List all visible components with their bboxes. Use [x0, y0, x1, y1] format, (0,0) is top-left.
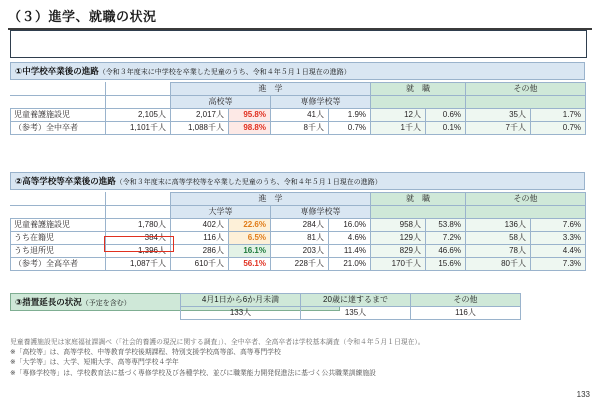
- col-shushoku-sub: [371, 206, 466, 219]
- cell-pct-highlight: 56.1%: [229, 258, 271, 271]
- page-title: （３）進学、就職の状況: [8, 9, 157, 24]
- row-total: 2,105人: [106, 109, 171, 122]
- cell-pct-highlight: 98.8%: [229, 122, 271, 135]
- cell: 958人: [371, 219, 426, 232]
- cell: 1.7%: [531, 109, 586, 122]
- cell: 1千人: [371, 122, 426, 135]
- cell: 7.3%: [531, 258, 586, 271]
- footnote-0: 児童養護施設児は家庭福祉課調べ（「社会的養護の現況に関する調査」）、全中卒者、全高卒者は学校基本調査（令和４年５月１日現在）。: [10, 339, 425, 346]
- cell: 15.6%: [426, 258, 466, 271]
- value-other: 116人: [411, 307, 521, 320]
- col-shushoku-sub: [371, 96, 466, 109]
- cell: 3.3%: [531, 232, 586, 245]
- table-row: [181, 307, 521, 320]
- table-subheader-row: [11, 96, 586, 109]
- cell-pct-highlight: 6.5%: [229, 232, 271, 245]
- section2-heading-text: ②高等学校等卒業後の進路: [15, 176, 116, 186]
- corner-blank: [11, 193, 106, 206]
- cell: 829人: [371, 245, 426, 258]
- cell: 7.6%: [531, 219, 586, 232]
- col-koukou: 高校等: [171, 96, 271, 109]
- row-total: 1,780人: [106, 219, 171, 232]
- row-label-all-graduates: （参考）全高卒者: [11, 258, 106, 271]
- cell: 4.6%: [329, 232, 371, 245]
- cell: 0.6%: [426, 109, 466, 122]
- cell: 41人: [271, 109, 329, 122]
- col-group-shingaku: 進 学: [171, 83, 371, 96]
- cell: 116人: [171, 232, 229, 245]
- cell: 286人: [171, 245, 229, 258]
- cell: 7.2%: [426, 232, 466, 245]
- col-group-other: その他: [466, 193, 586, 206]
- cell: 46.6%: [426, 245, 466, 258]
- row-label-zaisekiji: うち在籍児: [11, 232, 106, 245]
- col-group-shingaku: 進 学: [171, 193, 371, 206]
- col-senshu: 専修学校等: [271, 96, 371, 109]
- corner-blank-4: [106, 206, 171, 219]
- page-title-block: [8, 6, 592, 30]
- row-total: 1,101千人: [106, 122, 171, 135]
- cell: 1,088千人: [171, 122, 229, 135]
- section1-heading-note: （令和３年度末に中学校を卒業した児童のうち、令和４年５月１日現在の進路）: [98, 69, 351, 76]
- table-row: [11, 122, 586, 135]
- cell: 16.0%: [329, 219, 371, 232]
- cell: 610千人: [171, 258, 229, 271]
- table-row: [11, 219, 586, 232]
- corner-blank-4: [106, 96, 171, 109]
- cell-pct-highlight: 95.8%: [229, 109, 271, 122]
- cell: 21.0%: [329, 258, 371, 271]
- section2-heading-note: （令和３年度末に高等学校等を卒業した児童のうち、令和４年５月１日現在の進路）: [115, 179, 382, 186]
- cell: 35人: [466, 109, 531, 122]
- row-total: 1,396人: [106, 245, 171, 258]
- cell-pct-highlight: 22.6%: [229, 219, 271, 232]
- col-until-age-20: 20歳に達するまで: [301, 294, 411, 307]
- value-until-age-20: 135人: [301, 307, 411, 320]
- col-group-other: その他: [466, 83, 586, 96]
- cell: 203人: [271, 245, 329, 258]
- row-label-all-graduates: （参考）全中卒者: [11, 122, 106, 135]
- cell: 8千人: [271, 122, 329, 135]
- cell: 0.1%: [426, 122, 466, 135]
- table-junior-high-path: [10, 82, 586, 135]
- cell: 12人: [371, 109, 426, 122]
- page-number: 133: [576, 390, 590, 399]
- section1-heading-text: ①中学校卒業後の進路: [15, 66, 99, 76]
- corner-blank-2: [106, 83, 171, 96]
- cell: 80千人: [466, 258, 531, 271]
- cell-pct-highlight: 16.1%: [229, 245, 271, 258]
- cell: 11.4%: [329, 245, 371, 258]
- cell: 136人: [466, 219, 531, 232]
- table-row: [11, 232, 586, 245]
- section3-heading-note: （予定を含む）: [81, 300, 131, 307]
- row-label-taishoji: うち退所児: [11, 245, 106, 258]
- cell: 53.8%: [426, 219, 466, 232]
- empty-note-box: [10, 30, 587, 58]
- col-senshu: 専修学校等: [271, 206, 371, 219]
- cell: 0.7%: [329, 122, 371, 135]
- section3-heading-text: ③措置延長の状況: [15, 297, 82, 307]
- cell: 170千人: [371, 258, 426, 271]
- cell: 58人: [466, 232, 531, 245]
- cell: 129人: [371, 232, 426, 245]
- col-other-sub: [466, 96, 586, 109]
- cell: 1.9%: [329, 109, 371, 122]
- cell: 284人: [271, 219, 329, 232]
- cell: 81人: [271, 232, 329, 245]
- table-header-row: [11, 83, 586, 96]
- footnote-1: ※「高校等」は、高等学校、中等教育学校後期課程、特別支援学校高等部、高等専門学校: [10, 349, 281, 357]
- table-header-row: [181, 294, 521, 307]
- cell: 402人: [171, 219, 229, 232]
- footnote-3: ※「専修学校等」は、学校教育法に基づく専修学校及び各種学校、並びに職業能力開発促進法に基づく公共職業訓練施設: [10, 369, 376, 377]
- col-other: その他: [411, 294, 521, 307]
- corner-blank: [11, 83, 106, 96]
- table-subheader-row: [11, 206, 586, 219]
- table-row: [11, 258, 586, 271]
- row-label-jidou-yougo: 児童養護施設児: [11, 109, 106, 122]
- cell: 0.7%: [531, 122, 586, 135]
- col-daigaku: 大学等: [171, 206, 271, 219]
- col-other-sub: [466, 206, 586, 219]
- corner-blank-2: [106, 193, 171, 206]
- row-total-highlighted: 384人: [106, 232, 171, 245]
- footnotes: [10, 338, 590, 379]
- cell: 78人: [466, 245, 531, 258]
- footnote-2: ※「大学等」は、大学、短期大学、高等専門学校４学年: [10, 359, 179, 367]
- col-under-6-months: 4月1日から6か月未満: [181, 294, 301, 307]
- table-header-row: [11, 193, 586, 206]
- cell: 2,017人: [171, 109, 229, 122]
- cell: 7千人: [466, 122, 531, 135]
- section2-heading: [10, 172, 585, 190]
- corner-blank-3: [11, 206, 106, 219]
- cell: 4.4%: [531, 245, 586, 258]
- col-group-shushoku: 就 職: [371, 83, 466, 96]
- table-high-school-path: [10, 192, 586, 271]
- table-row: [11, 109, 586, 122]
- section1-heading: [10, 62, 585, 80]
- cell: 228千人: [271, 258, 329, 271]
- row-label-jidou-yougo: 児童養護施設児: [11, 219, 106, 232]
- table-measure-extension: [180, 293, 521, 320]
- value-under-6-months: 133人: [181, 307, 301, 320]
- table-row: [11, 245, 586, 258]
- corner-blank-3: [11, 96, 106, 109]
- col-group-shushoku: 就 職: [371, 193, 466, 206]
- row-total: 1,087千人: [106, 258, 171, 271]
